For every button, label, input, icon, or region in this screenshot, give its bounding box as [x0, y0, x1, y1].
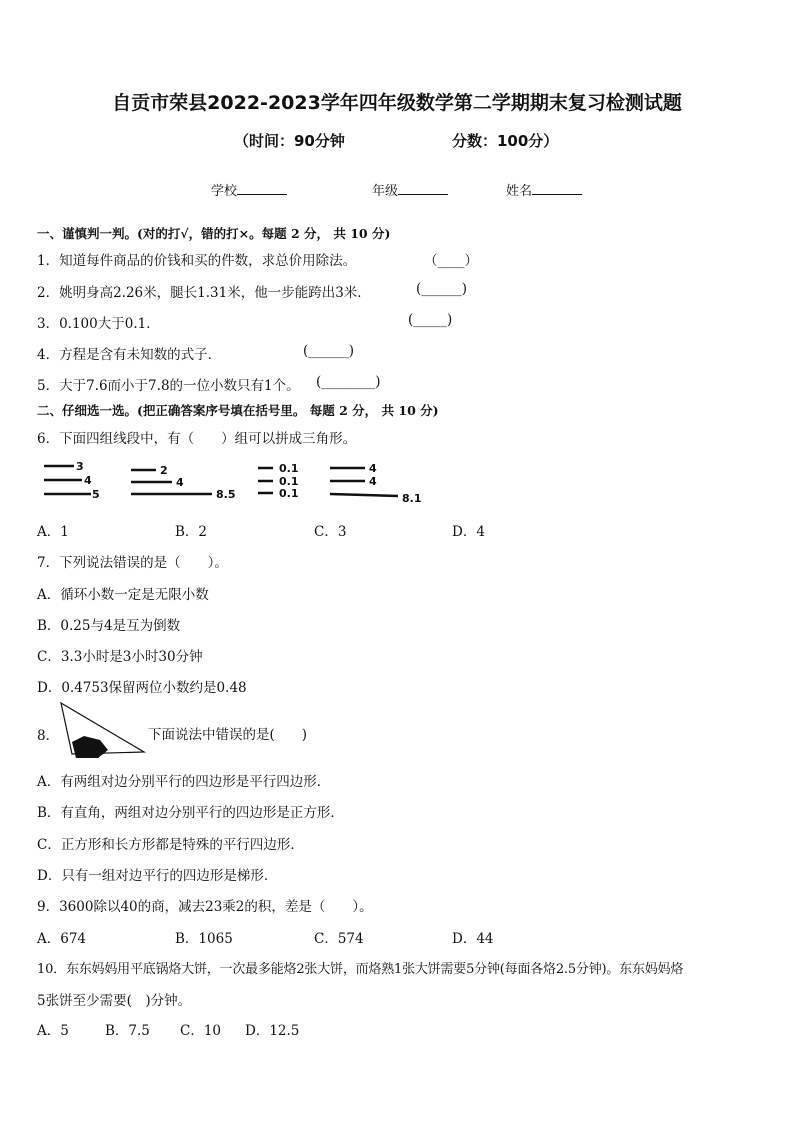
q9-text: 9．3600除以40的商，减去23乘2的积，差是（ ）。 [37, 899, 373, 915]
segment-label: 0.1 [279, 487, 299, 500]
q9-option-c[interactable]: C．574 [314, 931, 364, 947]
exam-time: （时间：90分钟 [234, 132, 345, 150]
exam-score: 分数：100分） [452, 132, 559, 150]
q3-answer-paren[interactable]: (_____) [408, 312, 453, 328]
q8-option-b[interactable]: B．有直角，两组对边分别平行的四边形是正方形． [37, 805, 344, 821]
segment-label: 2 [160, 464, 168, 477]
q7-option-a[interactable]: A．循环小数一定是无限小数 [37, 587, 209, 603]
q10-option-c[interactable]: C．10 [180, 1023, 222, 1039]
segment-group-4 [330, 462, 422, 504]
section1-heading: 一、谨慎判一判。(对的打√，错的打×。每题 2 分， 共 10 分) [37, 226, 391, 241]
q7-option-c[interactable]: C．3.3小时是3小时30分钟 [37, 649, 203, 665]
q9-option-a[interactable]: A．674 [37, 931, 87, 947]
name-label: 姓名 [506, 184, 533, 199]
q5-answer-paren[interactable]: (________) [316, 374, 381, 390]
q8-text: 下面说法中错误的是( ) [148, 727, 308, 743]
q9-option-b[interactable]: B．1065 [175, 931, 233, 947]
q8-triangle-figure [58, 700, 148, 762]
section2-heading: 二、仔细选一选。(把正确答案序号填在括号里。 每题 2 分， 共 10 分) [37, 403, 439, 418]
school-label: 学校 [211, 184, 238, 199]
q4-answer-paren[interactable]: (______) [303, 343, 355, 359]
segment-label: 4 [84, 474, 92, 487]
q6-segments-figure [36, 458, 436, 504]
q6-option-a[interactable]: A．1 [37, 524, 69, 540]
q2-answer-paren[interactable]: (______) [416, 281, 468, 297]
segment-label: 8.1 [402, 492, 422, 504]
segment-group-2 [131, 464, 236, 501]
segment-label: 0.1 [279, 462, 299, 475]
segment-label: 4 [369, 475, 377, 488]
q6-option-c[interactable]: C．3 [314, 524, 347, 540]
q8-option-c[interactable]: C．正方形和长方形都是特殊的平行四边形． [37, 837, 304, 853]
q10-text-line2: 5张饼至少需要( )分钟。 [37, 993, 192, 1009]
q6-option-b[interactable]: B．2 [175, 524, 208, 540]
school-field[interactable] [211, 180, 287, 199]
segment-line [330, 494, 398, 496]
q10-option-a[interactable]: A．5 [37, 1023, 69, 1039]
q6-text: 6．下面四组线段中，有（ ）组可以拼成三角形。 [37, 431, 357, 447]
grade-blank[interactable] [398, 194, 448, 195]
segment-label: 8.5 [216, 488, 236, 501]
q10-option-b[interactable]: B．7.5 [105, 1023, 150, 1039]
q2-text: 2．姚明身高2.26米，腿长1.31米，他一步能跨出3米． [37, 285, 371, 301]
q9-option-d[interactable]: D．44 [452, 931, 494, 947]
q1-answer-paren[interactable]: （____） [424, 253, 478, 269]
q6-option-d[interactable]: D．4 [452, 524, 485, 540]
page-title: 自贡市荣县2022-2023学年四年级数学第二学期期末复习检测试题 [112, 92, 682, 114]
q7-option-b[interactable]: B．0.25与4是互为倒数 [37, 618, 181, 634]
segment-label: 5 [92, 488, 100, 501]
q5-text: 5．大于7.6而小于7.8的一位小数只有1个。 [37, 378, 300, 394]
q7-option-d[interactable]: D．0.4753保留两位小数约是0.48 [37, 680, 247, 696]
segment-label: 4 [369, 462, 377, 475]
q3-text: 3．0.100大于0.1． [37, 316, 160, 332]
covered-corner-shape [72, 736, 108, 758]
q1-text: 1．知道每件商品的价钱和买的件数，求总价用除法。 [37, 253, 357, 269]
segment-group-3 [258, 462, 299, 500]
q7-text: 7．下列说法错误的是（ ）。 [37, 555, 228, 571]
name-blank[interactable] [532, 194, 582, 195]
q8-number: 8． [37, 728, 60, 744]
q4-text: 4．方程是含有未知数的式子． [37, 347, 222, 363]
grade-label: 年级 [372, 184, 399, 199]
segment-label: 4 [176, 476, 184, 489]
q10-text-line1: 10．东东妈妈用平底锅烙大饼，一次最多能烙2张大饼，而烙熟1张大饼需要5分钟(每面各烙2.5分钟)。东东妈妈烙 [37, 962, 684, 977]
school-blank[interactable] [237, 194, 287, 195]
segment-label: 0.1 [279, 475, 299, 488]
q8-option-a[interactable]: A．有两组对边分别平行的四边形是平行四边形． [37, 774, 331, 790]
q8-option-d[interactable]: D．只有一组对边平行的四边形是梯形． [37, 868, 278, 884]
segment-group-1 [44, 460, 100, 501]
grade-field[interactable] [372, 180, 448, 199]
q10-option-d[interactable]: D．12.5 [245, 1023, 300, 1039]
name-field[interactable] [506, 180, 582, 199]
segment-label: 3 [76, 460, 84, 473]
